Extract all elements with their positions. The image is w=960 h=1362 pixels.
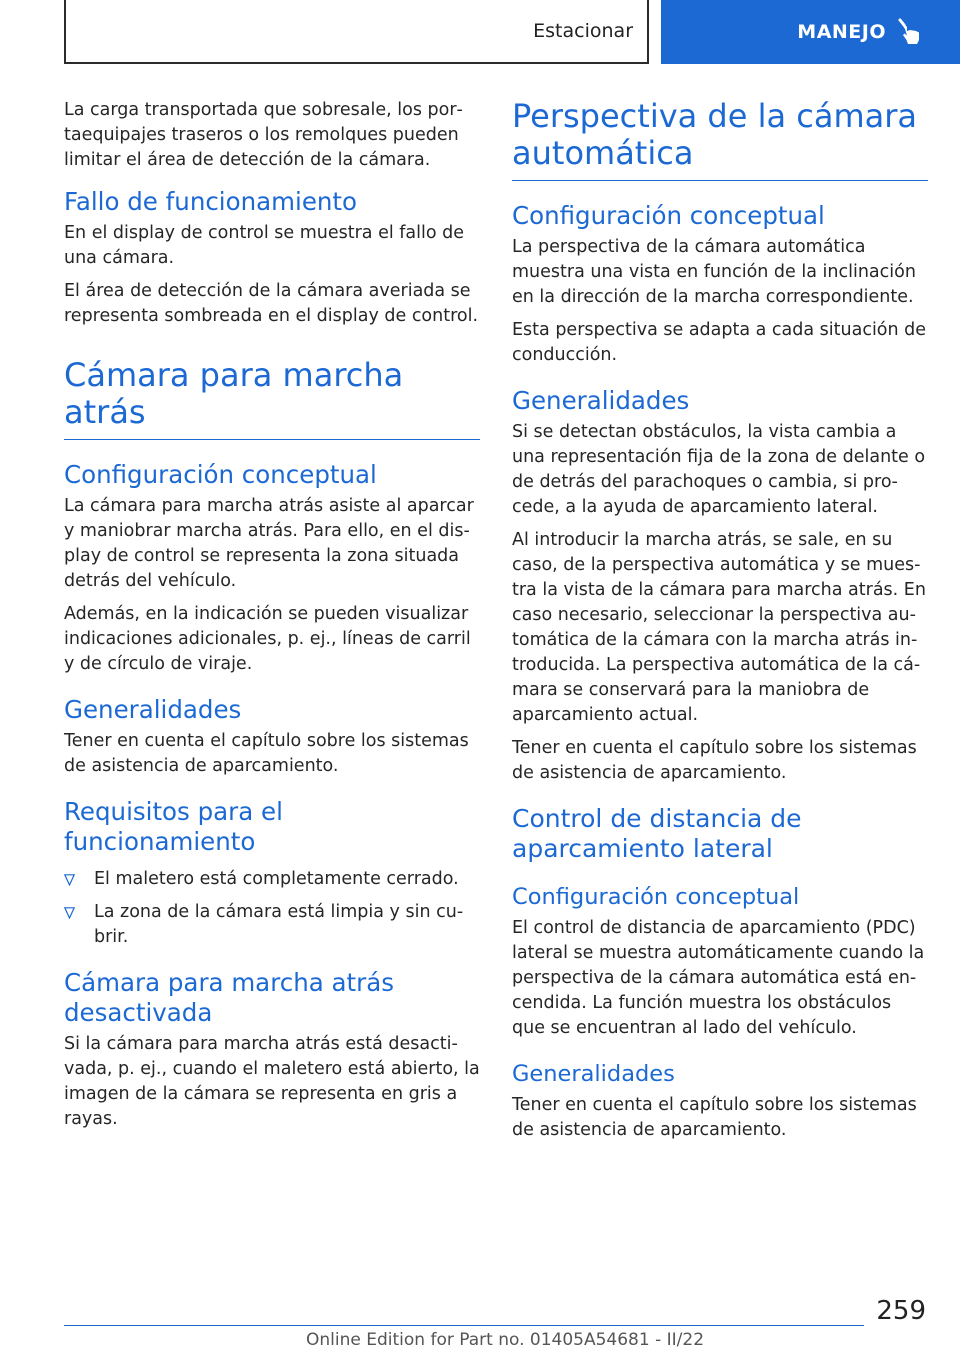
persp-general-paragraph-2: Al introducir la marcha atrás, se sale, en su caso, de la perspectiva automática y se mues‐tra la vista de la cámara para marcha atrás. En caso necesario, seleccionar la perspectiva au‐tomática de la cámara con la marcha atrás in‐troducida. La perspectiva automática de la cá‐mara se conservará para la maniobra de aparcamiento actual.: [512, 530, 926, 725]
header-chapter-label: MANEJO: [797, 21, 886, 43]
heading-perspectiva-camara: Perspectiva de la cámara automática: [512, 98, 928, 181]
page-number: 259: [876, 1296, 926, 1326]
persp-general-paragraph-3: Tener en cuenta el capítulo sobre los sistemas de asistencia de aparcamiento.: [512, 738, 917, 783]
hand-pointer-icon: [898, 18, 924, 46]
heading-pdc-config: Configuración conceptual: [512, 884, 800, 910]
heading-generalidades: Generalidades: [64, 695, 242, 724]
list-item: [64, 900, 480, 950]
persp-config-paragraph-2: Esta perspectiva se adapta a cada situación de conducción.: [512, 320, 927, 365]
triangle-bullet-icon: [64, 874, 75, 886]
heading-camara-desactivada: Cámara para marcha atrás desactivada: [64, 968, 394, 1027]
generalidades-paragraph: Tener en cuenta el capítulo sobre los sistemas de asistencia de aparcamiento.: [64, 731, 469, 776]
footer-divider: [64, 1325, 864, 1326]
right-column: [512, 98, 928, 1151]
heading-config-conceptual-right: Configuración conceptual: [512, 201, 825, 230]
footer-edition: Online Edition for Part no. 01405A54681 - II/22: [306, 1330, 705, 1350]
header-section-box: [64, 0, 649, 64]
config-paragraph-1: La cámara para marcha atrás asiste al aparcar y maniobrar marcha atrás. Para ello, en el dis‐play de control se representa la zona situada detrás del vehículo.: [64, 496, 474, 591]
fallo-paragraph-2: El área de detección de la cámara averiada se representa sombreada en el display de control.: [64, 281, 479, 326]
pdc-general-paragraph: Tener en cuenta el capítulo sobre los sistemas de asistencia de aparcamiento.: [512, 1095, 917, 1140]
list-item-text: La zona de la cámara está limpia y sin cu‐brir.: [94, 902, 464, 947]
heading-fallo: Fallo de funcionamiento: [64, 187, 358, 216]
intro-paragraph: La carga transportada que sobresale, los por‐taequipajes traseros o los remolques pueden limitar el área de detección de la cámara.: [64, 100, 463, 170]
heading-config-conceptual: Configuración conceptual: [64, 460, 377, 489]
desactivada-paragraph: Si la cámara para marcha atrás está desacti‐vada, p. ej., cuando el maletero está abierto, la imagen de la cámara se representa en gris a rayas.: [64, 1034, 480, 1129]
pdc-config-paragraph: El control de distancia de aparcamiento (PDC) lateral se muestra automáticamente cuando la perspectiva de la cámara automática está en‐cendida. La función muestra los obstáculos que se encuentran al lado del vehículo.: [512, 918, 925, 1038]
left-column: [64, 98, 480, 1140]
heading-control-distancia: Control de distancia de aparcamiento lateral: [512, 804, 802, 863]
requisitos-list: [64, 867, 480, 950]
fallo-paragraph-1: En el display de control se muestra el fallo de una cámara.: [64, 223, 465, 268]
config-paragraph-2: Además, en la indicación se pueden visualizar indicaciones adicionales, p. ej., líneas de carril y de círculo de viraje.: [64, 604, 471, 674]
heading-camara-marcha-atras: Cámara para marcha atrás: [64, 357, 480, 440]
list-item-text: El maletero está completamente cerrado.: [94, 869, 459, 889]
heading-pdc-generalidades: Generalidades: [512, 1061, 675, 1087]
header-section-label: Estacionar: [533, 20, 633, 42]
persp-config-paragraph-1: La perspectiva de la cámara automática muestra una vista en función de la inclinación en la dirección de la marcha correspondiente.: [512, 237, 916, 307]
triangle-bullet-icon: [64, 907, 75, 919]
list-item: [64, 867, 480, 892]
heading-requisitos: Requisitos para el funcionamiento: [64, 797, 283, 856]
persp-general-paragraph-1: Si se detectan obstáculos, la vista cambia a una representación fija de la zona de delante o de detrás del parachoques o cambia, si pro‐cede, a la ayuda de aparcamiento lateral.: [512, 422, 926, 517]
heading-generalidades-right: Generalidades: [512, 386, 690, 415]
header-chapter-tab: [661, 0, 960, 64]
